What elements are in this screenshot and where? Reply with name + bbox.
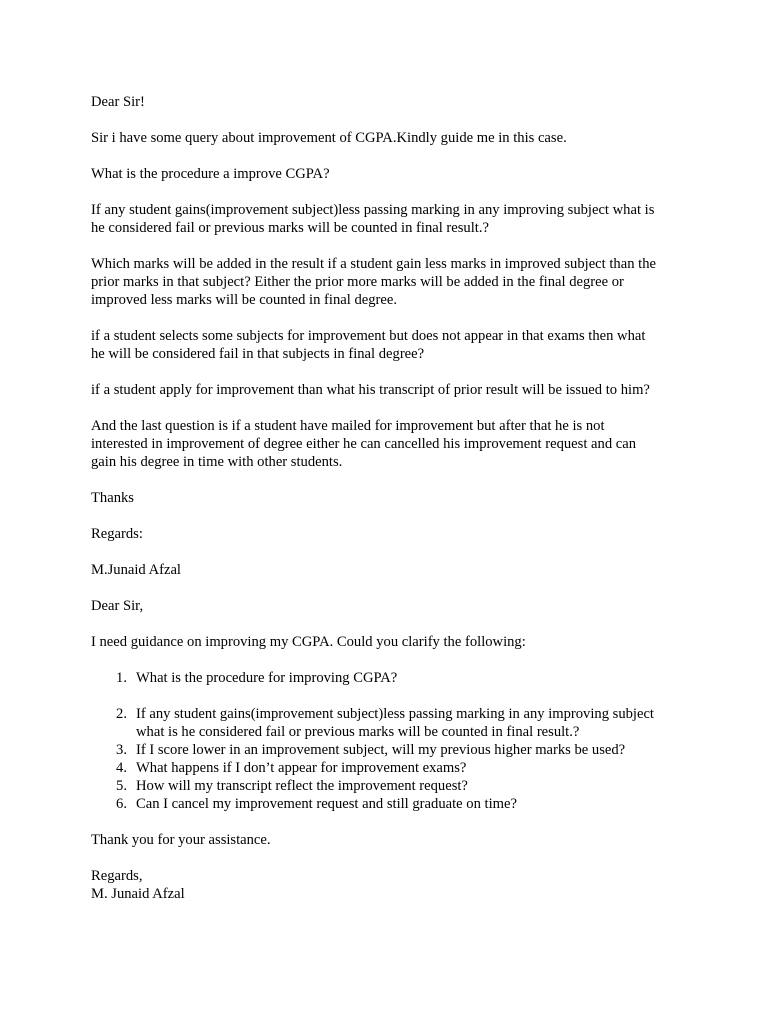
thanks-line: Thanks — [91, 490, 134, 506]
regards-line: Regards, — [91, 868, 143, 884]
list-item-number: 5. — [116, 778, 127, 794]
list-item-text: If any student gains(improvement subject)less passing marking in any improving subject — [136, 706, 654, 722]
question-paragraph-line: he will be considered fail in that subjects in final degree? — [91, 346, 425, 362]
list-item-number: 1. — [116, 670, 127, 686]
intro-paragraph: Sir i have some query about improvement of CGPA.Kindly guide me in this case. — [91, 130, 567, 146]
question-paragraph-line: interested in improvement of degree either he can cancelled his improvement request and can — [91, 436, 637, 452]
question-paragraph-line: Which marks will be added in the result if a student gain less marks in improved subject than the — [91, 256, 656, 272]
list-item-number: 3. — [116, 742, 127, 758]
question-paragraph-line: If any student gains(improvement subject)less passing marking in any improving subject what is — [91, 202, 655, 218]
question-paragraph-line: improved less marks will be counted in final degree. — [91, 292, 397, 308]
list-item-text: Can I cancel my improvement request and still graduate on time? — [136, 796, 517, 812]
list-item-text: what is he considered fail or previous marks will be counted in final result.? — [136, 724, 580, 740]
intro-paragraph: I need guidance on improving my CGPA. Could you clarify the following: — [91, 634, 526, 650]
closing-line: Thank you for your assistance. — [91, 832, 271, 848]
regards-line: Regards: — [91, 526, 143, 542]
question-paragraph-line: gain his degree in time with other students. — [91, 454, 343, 470]
question-paragraph-line: he considered fail or previous marks will be counted in final result.? — [91, 220, 489, 236]
list-item-text: What happens if I don’t appear for improvement exams? — [136, 760, 467, 776]
greeting: Dear Sir, — [91, 598, 144, 614]
question-paragraph: What is the procedure a improve CGPA? — [91, 166, 330, 182]
list-item-number: 6. — [116, 796, 127, 812]
question-paragraph-line: And the last question is if a student have mailed for improvement but after that he is not — [91, 418, 605, 434]
question-paragraph: if a student apply for improvement than what his transcript of prior result will be issued to him? — [91, 382, 650, 398]
question-paragraph-line: prior marks in that subject? Either the prior more marks will be added in the final degree or — [91, 274, 624, 290]
list-item-number: 2. — [116, 706, 127, 722]
list-item-text: If I score lower in an improvement subject, will my previous higher marks be used? — [136, 742, 626, 758]
question-paragraph-line: if a student selects some subjects for improvement but does not appear in that exams then what — [91, 328, 646, 344]
list-item-text: How will my transcript reflect the improvement request? — [136, 778, 468, 794]
list-item-text: What is the procedure for improving CGPA? — [136, 670, 398, 686]
signature: M. Junaid Afzal — [91, 886, 185, 902]
greeting: Dear Sir! — [91, 94, 145, 110]
signature: M.Junaid Afzal — [91, 562, 181, 578]
list-item-number: 4. — [116, 760, 127, 776]
